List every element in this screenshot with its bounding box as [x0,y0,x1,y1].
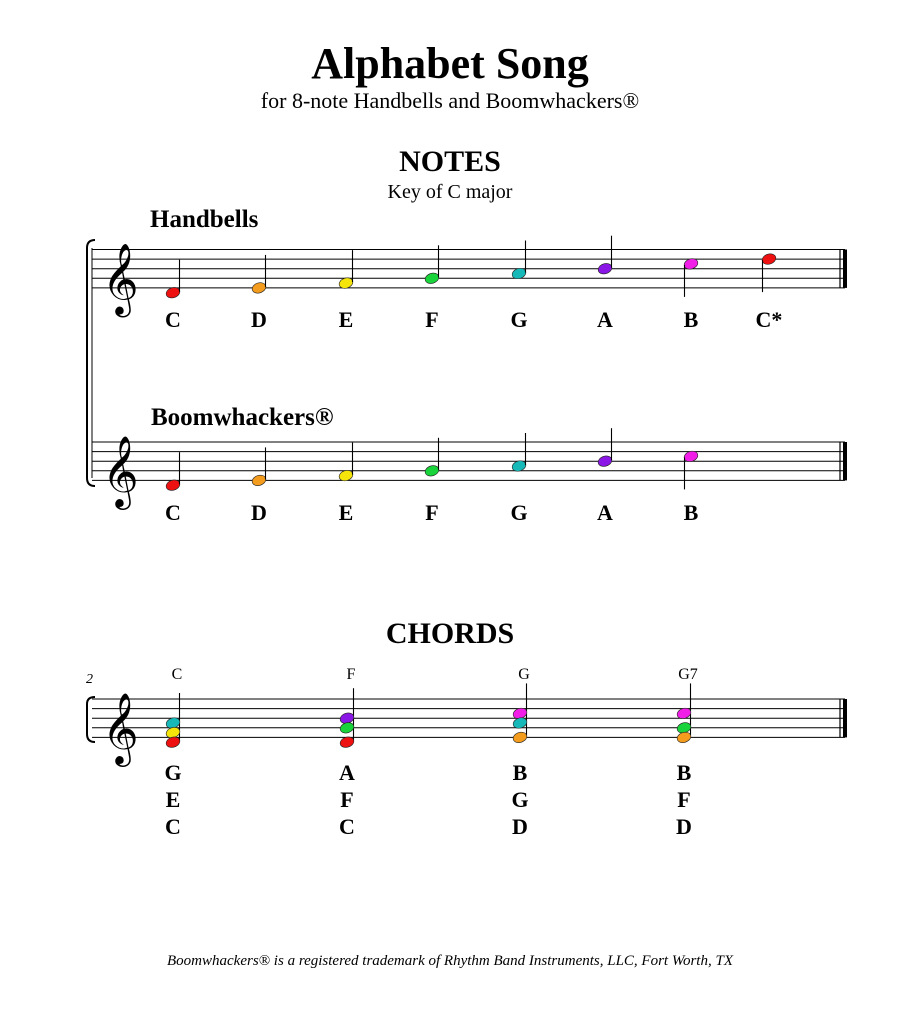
final-barline [843,442,847,480]
notehead [424,464,440,478]
chord-symbol: G7 [678,666,698,683]
page-subtitle: for 8-note Handbells and Boomwhackers® [260,88,640,113]
boomwhacker-note [165,452,181,492]
handbell-note-label: E [338,307,354,332]
handbell-note-label: D [251,307,267,332]
handbell-note [511,241,527,281]
boomwhacker-note-label: D [251,500,267,525]
chord [339,688,355,749]
notehead [251,473,267,487]
chord-note-label: G [164,760,182,785]
measure-number: 2 [86,672,93,687]
handbell-note-label: A [597,307,613,332]
chord-note-label: D [512,814,528,839]
chord-note-label: B [676,760,692,785]
treble-clef-icon: 𝄞 [102,241,139,315]
chord-note-label: G [511,787,529,812]
chord-note-label: B [512,760,528,785]
notehead [251,281,267,295]
notehead [597,454,613,468]
handbell-note [597,236,613,276]
handbell-note-label: B [683,307,699,332]
chord [676,683,692,744]
chord-notehead [339,721,355,735]
boomwhacker-note-label: E [338,500,354,525]
chords-heading: CHORDS [385,617,515,650]
handbell-note-label: F [425,307,439,332]
boomwhacker-note-label: F [425,500,439,525]
handbells-staff [92,241,845,317]
boomwhacker-note [511,433,527,473]
chord-note-label: D [676,814,692,839]
trademark-footer: Boomwhackers® is a registered trademark of Rhythm Band Instruments, LLC, Fort Worth, TX [167,953,733,969]
chord-symbol: G [518,666,530,683]
handbell-note-label: G [510,307,528,332]
handbell-note [251,255,267,295]
treble-clef-icon: 𝄞 [102,690,139,764]
chord-notehead [676,730,692,744]
chord-notehead [512,730,528,744]
handbell-note [761,252,777,292]
boomwhacker-note [251,447,267,487]
boomwhacker-note [338,443,354,483]
boomwhackers-staff [92,434,845,510]
chord-note-label: F [340,787,354,812]
treble-clef-icon: 𝄞 [102,433,139,507]
chord-bracket [87,697,95,742]
handbells-label: Handbells [150,206,259,233]
final-barline [843,699,847,737]
key-label: Key of C major [387,181,513,203]
chord-note-label: C [339,814,355,839]
chord [165,693,181,749]
notehead [597,262,613,276]
chord-note-label: E [165,787,181,812]
handbell-note-label: C* [755,307,783,332]
page-title: Alphabet Song [311,39,589,88]
handbell-note [338,250,354,290]
chord-note-label: C [165,814,181,839]
final-barline [843,250,847,288]
handbell-note [683,257,699,297]
handbell-note [424,245,440,285]
boomwhacker-note-label: A [597,500,613,525]
notehead [761,252,777,266]
boomwhackers-label: Boomwhackers® [151,404,334,431]
boomwhacker-note-label: G [510,500,528,525]
notehead [424,271,440,285]
system-bracket [87,240,95,486]
boomwhacker-note-label: C [165,500,181,525]
handbell-note [165,260,181,300]
boomwhacker-note [424,438,440,478]
handbell-note-label: C [165,307,181,332]
boomwhacker-note [597,428,613,468]
boomwhacker-note-label: B [683,500,699,525]
chord-note-label: F [677,787,691,812]
chord-symbol: C [171,666,183,683]
notes-heading: NOTES [399,145,501,178]
chord-symbol: F [346,666,356,683]
chord-note-label: A [339,760,355,785]
boomwhacker-note [683,449,699,489]
chords-staff [92,691,845,767]
chord [512,683,528,744]
